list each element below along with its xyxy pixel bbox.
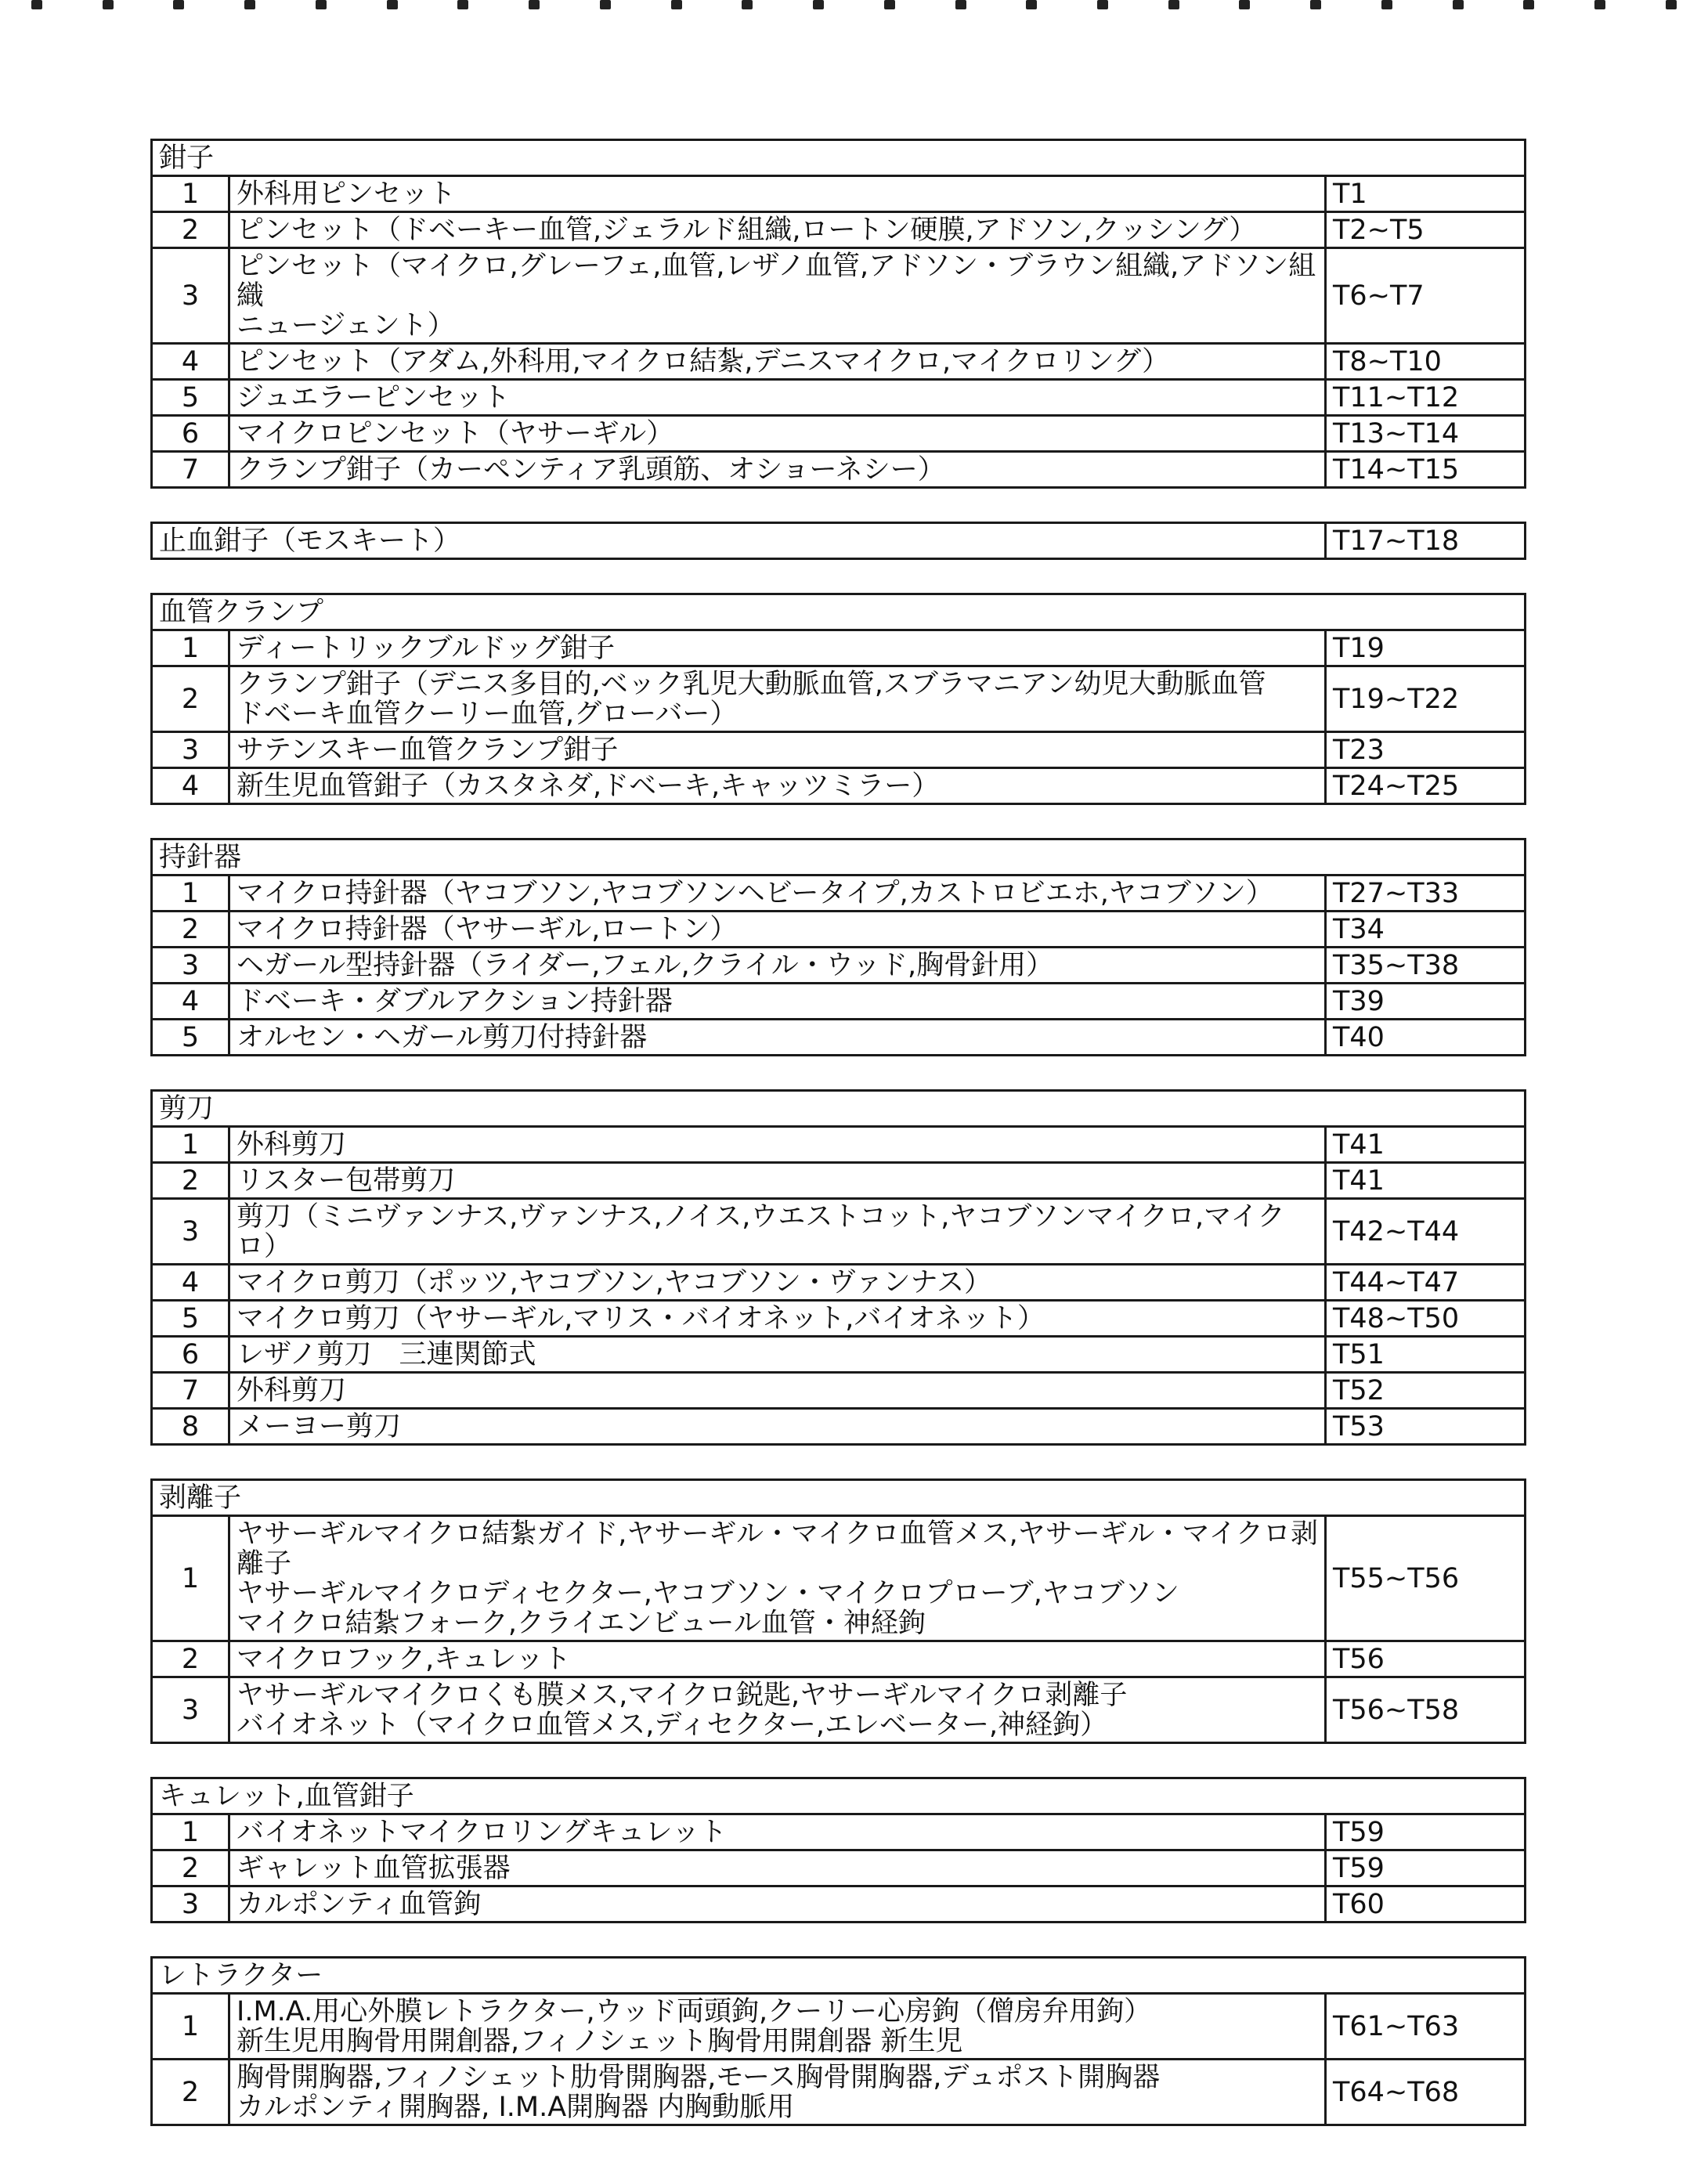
edge-mark xyxy=(600,0,611,9)
item-number: 1 xyxy=(152,630,229,666)
item-pages: T39 xyxy=(1326,984,1526,1020)
item-pages: T59 xyxy=(1326,1850,1526,1886)
category-title: キュレット,血管鉗子 xyxy=(152,1778,1526,1814)
item-number: 6 xyxy=(152,416,229,452)
item-number: 3 xyxy=(152,732,229,768)
item-name: マイクロピンセット（ヤサーギル） xyxy=(229,416,1326,452)
category-header-row xyxy=(152,140,1526,176)
item-name: 新生児血管鉗子（カスタネダ,ドベーキ,キャッツミラー） xyxy=(229,768,1326,804)
edge-mark xyxy=(1666,0,1677,9)
item-pages: T48~T50 xyxy=(1326,1301,1526,1337)
item-number: 1 xyxy=(152,1814,229,1850)
category-title: 持針器 xyxy=(152,839,1526,876)
table-row xyxy=(152,1409,1526,1445)
item-name: ピンセット（アダム,外科用,マイクロ結紮,デニスマイクロ,マイクロリング） xyxy=(229,344,1326,380)
table-row xyxy=(152,984,1526,1020)
category-title: 止血鉗子（モスキート） xyxy=(152,523,1326,559)
category-header-row xyxy=(152,1778,1526,1814)
item-pages: T42~T44 xyxy=(1326,1199,1526,1265)
item-pages: T56 xyxy=(1326,1641,1526,1677)
edge-mark xyxy=(1239,0,1250,9)
category-title: 剪刀 xyxy=(152,1091,1526,1127)
category-title: 剥離子 xyxy=(152,1480,1526,1516)
table-row xyxy=(152,948,1526,984)
category-table xyxy=(150,838,1526,1056)
item-number: 5 xyxy=(152,1301,229,1337)
edge-mark xyxy=(529,0,540,9)
item-pages: T52 xyxy=(1326,1373,1526,1409)
item-number: 1 xyxy=(152,876,229,912)
item-number: 1 xyxy=(152,1516,229,1641)
table-row xyxy=(152,380,1526,416)
item-name: マイクロ剪刀（ヤサーギル,マリス・バイオネット,バイオネット） xyxy=(229,1301,1326,1337)
edge-mark xyxy=(884,0,895,9)
item-pages: T6~T7 xyxy=(1326,248,1526,344)
item-name: クランプ鉗子（デニス多目的,ベック乳児大動脈血管,スブラマニアン幼児大動脈血管 ドベーキ血管クーリー血管,グローバー） xyxy=(229,666,1326,732)
table-row xyxy=(152,2060,1526,2125)
item-name: 外科用ピンセット xyxy=(229,176,1326,212)
item-pages: T40 xyxy=(1326,1020,1526,1056)
item-pages: T55~T56 xyxy=(1326,1516,1526,1641)
item-name: オルセン・ヘガール剪刀付持針器 xyxy=(229,1020,1326,1056)
item-number: 4 xyxy=(152,984,229,1020)
item-number: 2 xyxy=(152,912,229,948)
item-name: ピンセット（ドベーキー血管,ジェラルド組織,ロートン硬膜,アドソン,クッシング） xyxy=(229,212,1326,248)
table-row xyxy=(152,1337,1526,1373)
item-number: 3 xyxy=(152,948,229,984)
edge-mark xyxy=(742,0,753,9)
edge-mark xyxy=(316,0,327,9)
table-row xyxy=(152,732,1526,768)
table-row xyxy=(152,1163,1526,1199)
item-name: ピンセット（マイクロ,グレーフェ,血管,レザノ血管,アドソン・ブラウン組織,アドソン組織 ニュージェント） xyxy=(229,248,1326,344)
item-name: ヘガール型持針器（ライダー,フェル,クライル・ウッド,胸骨針用） xyxy=(229,948,1326,984)
table-row xyxy=(152,630,1526,666)
table-row xyxy=(152,876,1526,912)
edge-mark xyxy=(1523,0,1534,9)
category-header-row xyxy=(152,1480,1526,1516)
item-pages: T1 xyxy=(1326,176,1526,212)
table-row xyxy=(152,452,1526,488)
category-title: 鉗子 xyxy=(152,140,1526,176)
edge-mark xyxy=(457,0,468,9)
item-pages: T2~T5 xyxy=(1326,212,1526,248)
table-row xyxy=(152,1265,1526,1301)
category-table xyxy=(150,1089,1526,1446)
edge-mark xyxy=(103,0,114,9)
table-row xyxy=(152,666,1526,732)
item-number: 4 xyxy=(152,768,229,804)
item-name: バイオネットマイクロリングキュレット xyxy=(229,1814,1326,1850)
item-pages: T27~T33 xyxy=(1326,876,1526,912)
edge-mark xyxy=(387,0,398,9)
edge-mark xyxy=(31,0,42,9)
edge-mark xyxy=(1594,0,1605,9)
item-pages: T64~T68 xyxy=(1326,2060,1526,2125)
item-number: 8 xyxy=(152,1409,229,1445)
edge-mark xyxy=(1381,0,1392,9)
item-number: 5 xyxy=(152,380,229,416)
table-row xyxy=(152,1677,1526,1743)
catalog-index xyxy=(150,139,1524,2159)
item-number: 7 xyxy=(152,1373,229,1409)
item-name: ギャレット血管拡張器 xyxy=(229,1850,1326,1886)
item-pages: T35~T38 xyxy=(1326,948,1526,984)
item-name: 胸骨開胸器,フィノシェット肋骨開胸器,モース胸骨開胸器,デュポスト開胸器 カルポンティ開胸器, I.M.A開胸器 内胸動脈用 xyxy=(229,2060,1326,2125)
item-name: ディートリックブルドッグ鉗子 xyxy=(229,630,1326,666)
table-row xyxy=(152,416,1526,452)
edge-mark xyxy=(1168,0,1179,9)
table-row xyxy=(152,1373,1526,1409)
top-edge-marks xyxy=(0,0,1708,11)
item-name: ドベーキ・ダブルアクション持針器 xyxy=(229,984,1326,1020)
item-number: 2 xyxy=(152,1641,229,1677)
item-pages: T11~T12 xyxy=(1326,380,1526,416)
category-table xyxy=(150,1478,1526,1744)
table-row xyxy=(152,212,1526,248)
item-number: 4 xyxy=(152,344,229,380)
item-name: メーヨー剪刀 xyxy=(229,1409,1326,1445)
category-title: レトラクター xyxy=(152,1958,1526,1994)
item-number: 2 xyxy=(152,212,229,248)
table-row xyxy=(152,1127,1526,1163)
item-pages: T51 xyxy=(1326,1337,1526,1373)
category-header-row xyxy=(152,594,1526,630)
item-number: 1 xyxy=(152,1994,229,2060)
item-number: 4 xyxy=(152,1265,229,1301)
item-name: ジュエラーピンセット xyxy=(229,380,1326,416)
table-row xyxy=(152,344,1526,380)
item-pages: T13~T14 xyxy=(1326,416,1526,452)
table-row xyxy=(152,1301,1526,1337)
item-pages: T60 xyxy=(1326,1886,1526,1923)
table-row xyxy=(152,1516,1526,1641)
edge-mark xyxy=(1453,0,1464,9)
table-row xyxy=(152,912,1526,948)
item-pages: T56~T58 xyxy=(1326,1677,1526,1743)
table-row xyxy=(152,1814,1526,1850)
category-header-row xyxy=(152,839,1526,876)
item-name: マイクロ剪刀（ポッツ,ヤコブソン,ヤコブソン・ヴァンナス） xyxy=(229,1265,1326,1301)
category-table xyxy=(150,1956,1526,2126)
item-name: マイクロ持針器（ヤサーギル,ロートン） xyxy=(229,912,1326,948)
table-row xyxy=(152,1994,1526,2060)
item-pages: T23 xyxy=(1326,732,1526,768)
edge-mark xyxy=(1097,0,1108,9)
item-number: 1 xyxy=(152,176,229,212)
item-pages: T59 xyxy=(1326,1814,1526,1850)
item-pages: T19~T22 xyxy=(1326,666,1526,732)
category-header-row xyxy=(152,523,1526,559)
item-name: I.M.A.用心外膜レトラクター,ウッド両頭鉤,クーリー心房鉤（僧房弁用鉤） 新生児用胸骨用開創器,フィノシェット胸骨用開創器 新生児 xyxy=(229,1994,1326,2060)
category-table xyxy=(150,1777,1526,1923)
item-number: 3 xyxy=(152,1677,229,1743)
table-row xyxy=(152,1850,1526,1886)
table-row xyxy=(152,1886,1526,1923)
item-number: 3 xyxy=(152,248,229,344)
item-number: 2 xyxy=(152,666,229,732)
category-table xyxy=(150,522,1526,560)
item-number: 2 xyxy=(152,2060,229,2125)
item-pages: T41 xyxy=(1326,1163,1526,1199)
table-row xyxy=(152,1199,1526,1265)
edge-mark xyxy=(173,0,184,9)
item-number: 3 xyxy=(152,1886,229,1923)
table-row xyxy=(152,1020,1526,1056)
item-name: ヤサーギルマイクロ結紮ガイド,ヤサーギル・マイクロ血管メス,ヤサーギル・マイクロ剥離子 ヤサーギルマイクロディセクター,ヤコブソン・マイクロプローブ,ヤコブソン マイクロ結紮フォーク,クライエンビュール血管・神経鉤 xyxy=(229,1516,1326,1641)
item-pages: T61~T63 xyxy=(1326,1994,1526,2060)
item-number: 2 xyxy=(152,1850,229,1886)
category-pages: T17~T18 xyxy=(1326,523,1526,559)
item-number: 3 xyxy=(152,1199,229,1265)
edge-mark xyxy=(1026,0,1037,9)
item-pages: T24~T25 xyxy=(1326,768,1526,804)
category-table xyxy=(150,139,1526,489)
item-pages: T8~T10 xyxy=(1326,344,1526,380)
table-row xyxy=(152,176,1526,212)
item-number: 6 xyxy=(152,1337,229,1373)
category-table xyxy=(150,593,1526,805)
category-title: 血管クランプ xyxy=(152,594,1526,630)
table-row xyxy=(152,768,1526,804)
edge-mark xyxy=(955,0,966,9)
item-number: 5 xyxy=(152,1020,229,1056)
item-name: 外科剪刀 xyxy=(229,1127,1326,1163)
edge-mark xyxy=(671,0,682,9)
item-name: リスター包帯剪刀 xyxy=(229,1163,1326,1199)
item-name: マイクロフック,キュレット xyxy=(229,1641,1326,1677)
item-name: 剪刀（ミニヴァンナス,ヴァンナス,ノイス,ウエストコット,ヤコブソンマイクロ,マイクロ） xyxy=(229,1199,1326,1265)
category-header-row xyxy=(152,1091,1526,1127)
item-name: ヤサーギルマイクロくも膜メス,マイクロ鋭匙,ヤサーギルマイクロ剥離子 バイオネット（マイクロ血管メス,ディセクター,エレベーター,神経鉤） xyxy=(229,1677,1326,1743)
category-header-row xyxy=(152,1958,1526,1994)
edge-mark xyxy=(813,0,824,9)
item-number: 7 xyxy=(152,452,229,488)
item-pages: T44~T47 xyxy=(1326,1265,1526,1301)
item-pages: T34 xyxy=(1326,912,1526,948)
item-name: レザノ剪刀 三連関節式 xyxy=(229,1337,1326,1373)
item-name: クランプ鉗子（カーペンティア乳頭筋、オショーネシー） xyxy=(229,452,1326,488)
item-number: 2 xyxy=(152,1163,229,1199)
item-pages: T14~T15 xyxy=(1326,452,1526,488)
item-name: 外科剪刀 xyxy=(229,1373,1326,1409)
table-row xyxy=(152,1641,1526,1677)
item-number: 1 xyxy=(152,1127,229,1163)
item-name: カルポンティ血管鉤 xyxy=(229,1886,1326,1923)
item-name: サテンスキー血管クランプ鉗子 xyxy=(229,732,1326,768)
item-pages: T19 xyxy=(1326,630,1526,666)
item-pages: T41 xyxy=(1326,1127,1526,1163)
table-row xyxy=(152,248,1526,344)
edge-mark xyxy=(244,0,255,9)
item-pages: T53 xyxy=(1326,1409,1526,1445)
edge-mark xyxy=(1310,0,1321,9)
item-name: マイクロ持針器（ヤコブソン,ヤコブソンヘビータイプ,カストロビエホ,ヤコブソン） xyxy=(229,876,1326,912)
